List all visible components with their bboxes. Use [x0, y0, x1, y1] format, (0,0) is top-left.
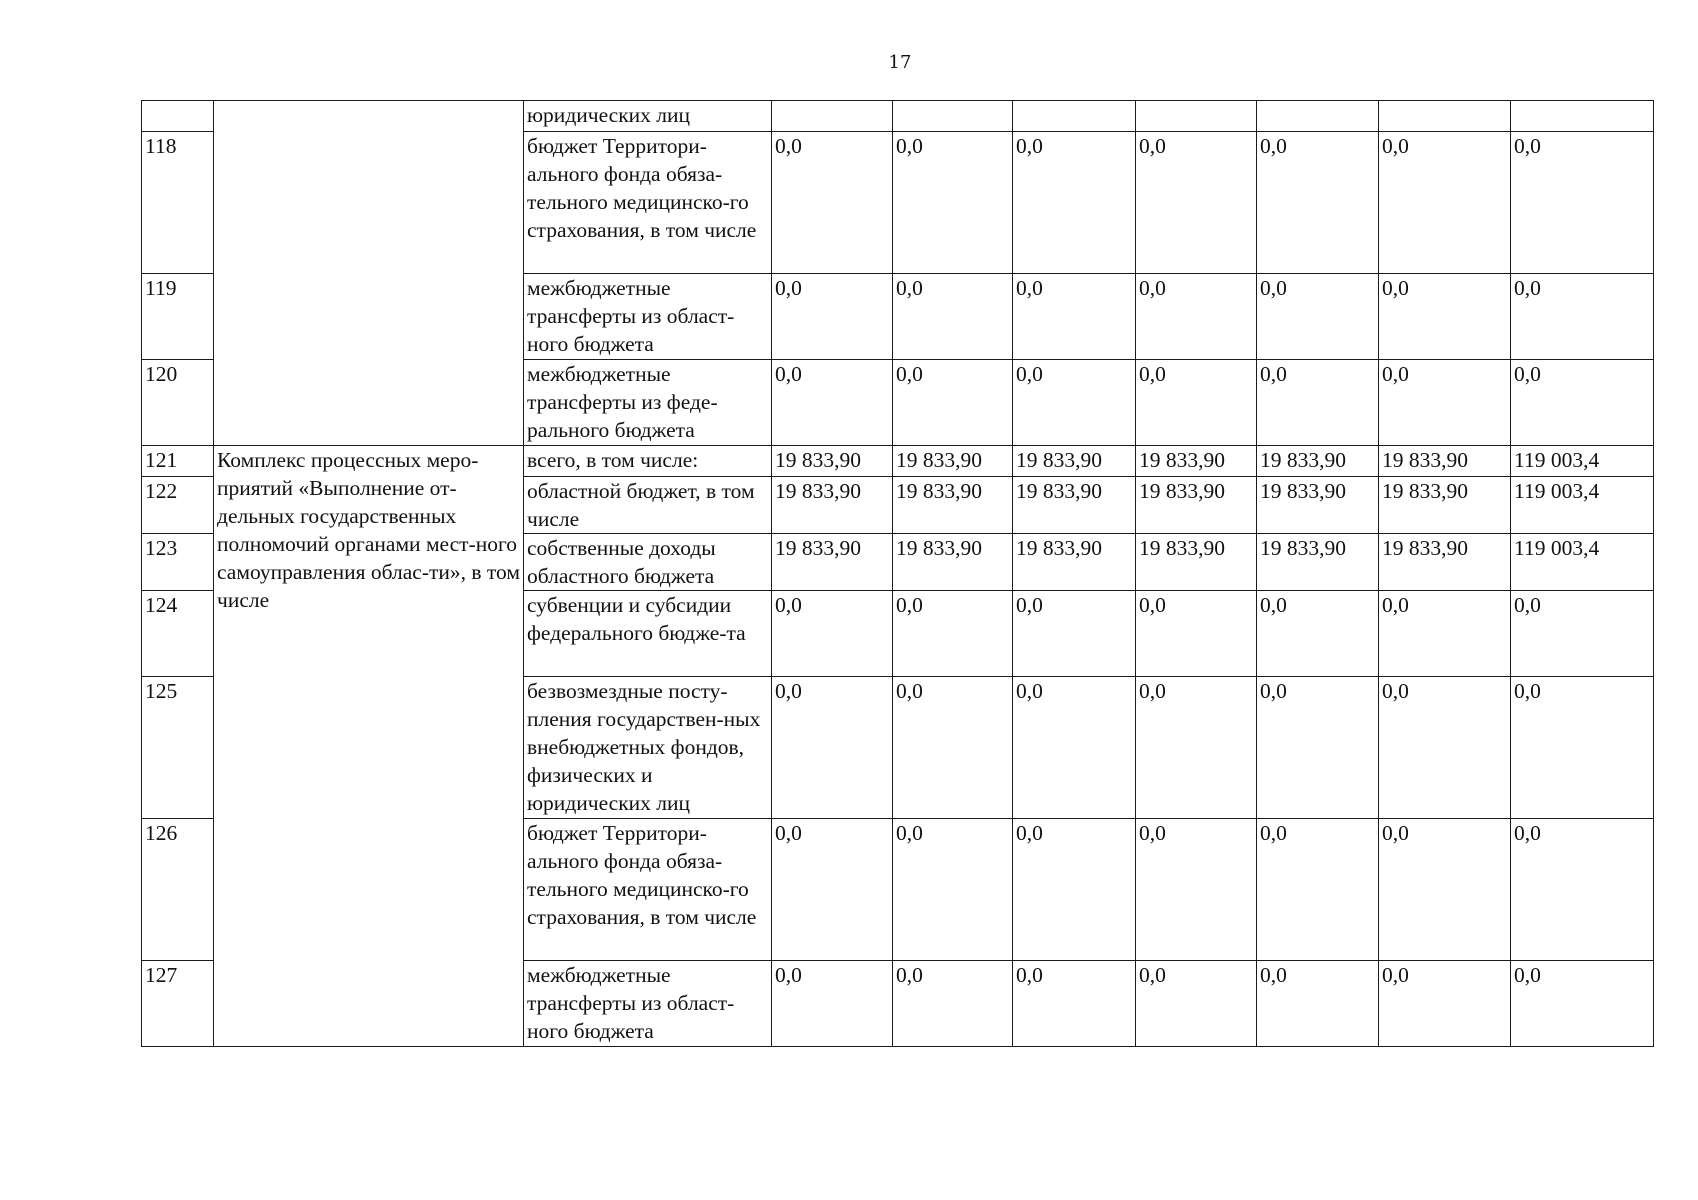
- row-number-cell: [142, 101, 214, 132]
- value-cell: 19 833,90: [893, 477, 1013, 534]
- value-cell: 0,0: [1257, 819, 1379, 961]
- value-cell: 19 833,90: [1136, 477, 1257, 534]
- row-number-cell: 123: [142, 534, 214, 591]
- value-cell: 19 833,90: [893, 534, 1013, 591]
- funding-source-cell: межбюджетные трансферты из област-ного бюджета: [524, 274, 772, 360]
- value-cell: 0,0: [893, 132, 1013, 274]
- value-cell: 0,0: [1379, 677, 1511, 819]
- value-cell: 0,0: [1379, 132, 1511, 274]
- value-cell: 19 833,90: [893, 446, 1013, 477]
- budget-table: [141, 100, 1654, 1047]
- funding-source-cell: всего, в том числе:: [524, 446, 772, 477]
- funding-source-cell: безвозмездные посту-пления государствен-ных внебюджетных фондов, физических и юридических лиц: [524, 677, 772, 819]
- value-cell: 0,0: [772, 132, 893, 274]
- value-cell: 19 833,90: [1379, 446, 1511, 477]
- value-cell: 0,0: [1379, 961, 1511, 1047]
- row-number-cell: 126: [142, 819, 214, 961]
- value-cell: 19 833,90: [772, 477, 893, 534]
- value-cell: 0,0: [772, 819, 893, 961]
- value-cell: [1511, 101, 1654, 132]
- funding-source-cell: межбюджетные трансферты из феде-рального бюджета: [524, 360, 772, 446]
- value-cell: 0,0: [893, 961, 1013, 1047]
- value-cell: 0,0: [893, 819, 1013, 961]
- value-cell: 0,0: [772, 677, 893, 819]
- value-cell: [1136, 101, 1257, 132]
- value-cell: [1013, 101, 1136, 132]
- value-cell: 0,0: [1257, 132, 1379, 274]
- value-cell: 0,0: [772, 274, 893, 360]
- value-cell: 0,0: [1013, 591, 1136, 677]
- value-cell: 0,0: [1511, 819, 1654, 961]
- value-cell: 0,0: [1379, 274, 1511, 360]
- value-cell: 19 833,90: [1136, 534, 1257, 591]
- value-cell: 119 003,4: [1511, 446, 1654, 477]
- funding-source-cell: областной бюджет, в том числе: [524, 477, 772, 534]
- value-cell: [893, 101, 1013, 132]
- value-cell: 0,0: [1511, 961, 1654, 1047]
- value-cell: 0,0: [893, 677, 1013, 819]
- value-cell: 0,0: [1257, 274, 1379, 360]
- value-cell: 0,0: [1379, 819, 1511, 961]
- value-cell: 0,0: [1511, 677, 1654, 819]
- row-number-cell: 118: [142, 132, 214, 274]
- row-number-cell: 119: [142, 274, 214, 360]
- funding-source-cell: межбюджетные трансферты из област-ного бюджета: [524, 961, 772, 1047]
- value-cell: 19 833,90: [1257, 446, 1379, 477]
- value-cell: 0,0: [1257, 961, 1379, 1047]
- value-cell: 0,0: [1511, 591, 1654, 677]
- row-number-cell: 125: [142, 677, 214, 819]
- value-cell: 119 003,4: [1511, 534, 1654, 591]
- value-cell: 0,0: [1511, 274, 1654, 360]
- funding-source-cell: собственные доходы областного бюджета: [524, 534, 772, 591]
- value-cell: 19 833,90: [1013, 477, 1136, 534]
- value-cell: 0,0: [893, 360, 1013, 446]
- value-cell: 19 833,90: [1257, 534, 1379, 591]
- value-cell: 0,0: [1136, 274, 1257, 360]
- row-number-cell: 121: [142, 446, 214, 477]
- value-cell: 0,0: [1379, 591, 1511, 677]
- value-cell: [772, 101, 893, 132]
- value-cell: 0,0: [1379, 360, 1511, 446]
- row-number-cell: 127: [142, 961, 214, 1047]
- value-cell: 0,0: [1136, 360, 1257, 446]
- value-cell: 0,0: [1013, 961, 1136, 1047]
- value-cell: 0,0: [893, 591, 1013, 677]
- value-cell: 19 833,90: [1136, 446, 1257, 477]
- value-cell: 0,0: [1257, 677, 1379, 819]
- value-cell: 19 833,90: [1257, 477, 1379, 534]
- value-cell: [1257, 101, 1379, 132]
- value-cell: 0,0: [1013, 274, 1136, 360]
- value-cell: 0,0: [1257, 591, 1379, 677]
- value-cell: 0,0: [1013, 819, 1136, 961]
- value-cell: 0,0: [1013, 132, 1136, 274]
- value-cell: 0,0: [772, 360, 893, 446]
- value-cell: 19 833,90: [1379, 477, 1511, 534]
- program-name-cell: Комплекс процессных меро-приятий «Выполнение от-дельных государственных полномочий органами мест-ного самоуправления облас-ти», в том числе: [214, 446, 524, 1047]
- value-cell: 119 003,4: [1511, 477, 1654, 534]
- value-cell: 19 833,90: [772, 446, 893, 477]
- value-cell: 0,0: [1511, 132, 1654, 274]
- value-cell: 19 833,90: [1013, 534, 1136, 591]
- value-cell: 19 833,90: [1013, 446, 1136, 477]
- value-cell: 0,0: [1013, 360, 1136, 446]
- value-cell: 0,0: [1257, 360, 1379, 446]
- funding-source-cell: бюджет Территори-ального фонда обяза-тельного медицинско-го страхования, в том числе: [524, 819, 772, 961]
- table-row: [142, 446, 1654, 477]
- page-number: 17: [888, 52, 912, 73]
- value-cell: 0,0: [772, 961, 893, 1047]
- value-cell: 0,0: [1136, 132, 1257, 274]
- value-cell: 0,0: [772, 591, 893, 677]
- value-cell: 19 833,90: [772, 534, 893, 591]
- funding-source-cell: юридических лиц: [524, 101, 772, 132]
- funding-source-cell: бюджет Территори-ального фонда обяза-тельного медицинско-го страхования, в том числе: [524, 132, 772, 274]
- value-cell: 0,0: [1511, 360, 1654, 446]
- value-cell: 0,0: [1136, 591, 1257, 677]
- value-cell: 0,0: [893, 274, 1013, 360]
- funding-source-cell: субвенции и субсидии федерального бюдже-та: [524, 591, 772, 677]
- value-cell: 19 833,90: [1379, 534, 1511, 591]
- value-cell: 0,0: [1136, 819, 1257, 961]
- row-number-cell: 124: [142, 591, 214, 677]
- program-name-cell: [214, 101, 524, 446]
- value-cell: [1379, 101, 1511, 132]
- value-cell: 0,0: [1136, 961, 1257, 1047]
- row-number-cell: 122: [142, 477, 214, 534]
- value-cell: 0,0: [1013, 677, 1136, 819]
- table-row: [142, 101, 1654, 132]
- row-number-cell: 120: [142, 360, 214, 446]
- value-cell: 0,0: [1136, 677, 1257, 819]
